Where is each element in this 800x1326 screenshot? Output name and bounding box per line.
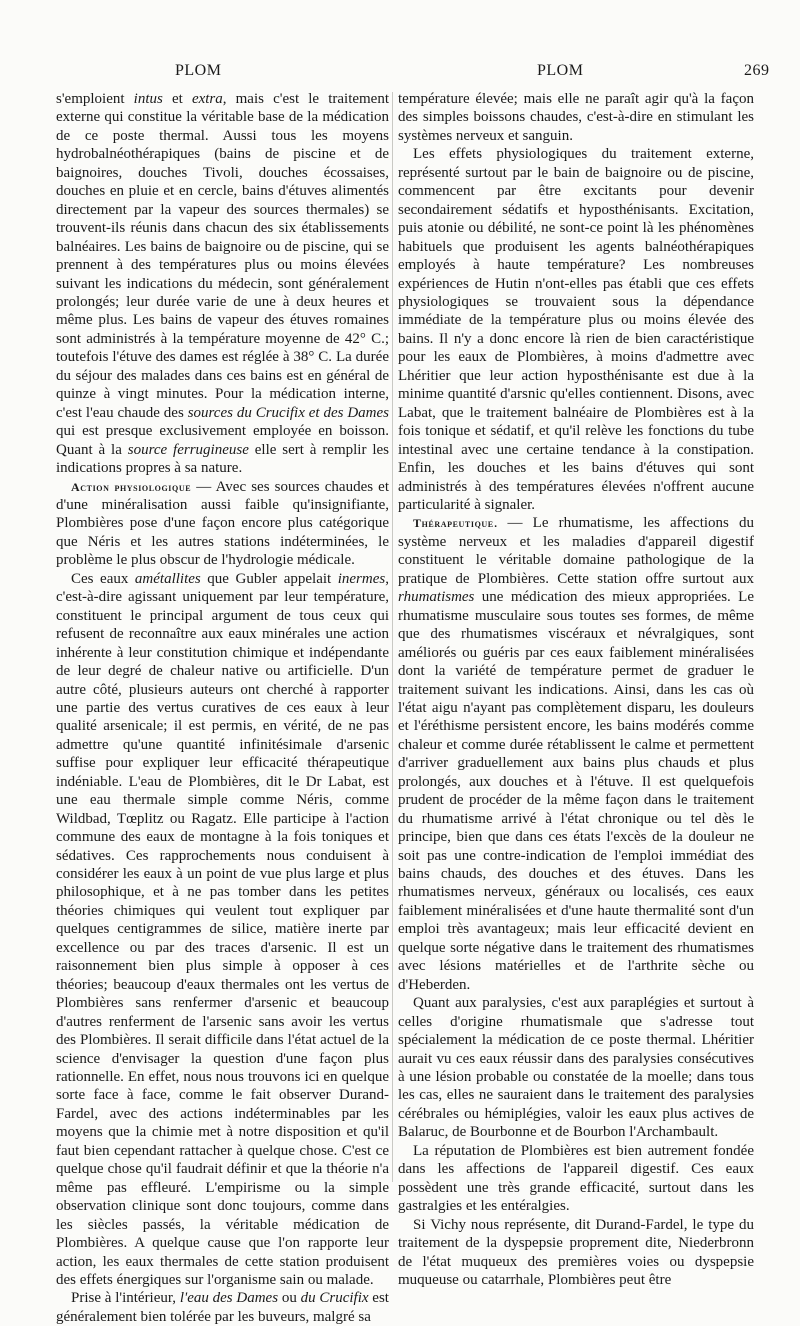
page-number: 269 bbox=[744, 62, 770, 79]
left-column bbox=[56, 90, 389, 1326]
running-head-right: PLOM bbox=[537, 62, 584, 79]
right-column bbox=[398, 90, 754, 1289]
column-divider bbox=[392, 92, 393, 1182]
paragraph: La réputation de Plombières est bien autrement fondée dans les affections de l'appareil digestif. Ces eaux possèdent une très grande efficacité, surtout dans les gastralgies et les entéralgies. bbox=[398, 1142, 754, 1215]
running-head-left: PLOM bbox=[175, 62, 222, 79]
paragraph: température élevée; mais elle ne paraît agir qu'à la façon des simples boissons chaudes, c'est-à-dire en stimulant les systèmes nerveux et sanguin. bbox=[398, 91, 754, 144]
paragraph-therapeutique: Thérapeutique. — Le rhumatisme, les affections du système nerveux et les maladies d'appareil digestif constituent le véritable domaine pathologique de la pratique de Plombières. Cette station offre surtout aux rhumatismes une médication des mieux appropriées. Le rhumatisme musculaire sous toutes ses formes, de même que des rhumatismes viscéraux et névralgiques, sont améliorés ou guéris par ces eaux faiblement minéralisées dont la variété de température permet de graduer le traitement suivant les indications. Ainsi, dans les cas où l'état aigu n'ayant pas complètement disparu, les douleurs et l'éréthisme persistent encore, les bains modérés comme chaleur et comme durée rétablissent le calme et permettent d'arriver graduellement aux bains plus chauds et plus prolongés, aux douches et à l'étuve. Il est quelquefois prudent de procéder de la même façon dans le traitement du rhumatisme arrivé à l'état chronique ou tel dès le principe, bien que dans ces états l'excès de la douleur ne soit pas une contre-indication de l'emploi immédiat des bains chauds, des douches et des étuves. Dans les rhumatismes nerveux, généraux ou localisés, ces eaux faiblement minéralisées et d'une haute thermalité sont d'un emploi très avantageux; mais leur efficacité devient en quelque sorte négative dans le traitement des rhumatismes avec lésions matérielles et de l'arthrite sèche ou d'Heberden. bbox=[398, 515, 754, 993]
section-heading: Action physiologique bbox=[71, 479, 192, 494]
paragraph: s'emploient intus et extra, mais c'est le traitement externe qui constitue la véritable base de la médication de ce poste thermal. Aussi tous les moyens hydrobalnéothérapiques (bains de piscine et de baignoires, douches Tivoli, douches écossaises, douches en pluie et en cercle, bains d'étuves alimentés directement par la vapeur des sources thermales) se trouvent-ils réunis dans chacun des six établissements balnéaires. Les bains de baignoire ou de piscine, qui se prennent à des températures plus ou moins élevées suivant les indications du médecin, sont généralement prolongés; leur durée varie de une à deux heures et même plus. Les bains de vapeur des étuves romaines sont administrés à la température moyenne de 42° C.; toutefois l'étuve des dames est réglée à 38° C. La durée du séjour des malades dans ces bains est en général de quinze à vingt minutes. Pour la médication interne, c'est l'eau chaude des sources du Crucifix et des Dames qui est presque exclusivement employée en boisson. Quant à la source ferrugineuse elle sert à remplir les indications propres à sa nature. bbox=[56, 91, 390, 477]
paragraph: Si Vichy nous représente, dit Durand-Fardel, le type du traitement de la dyspepsie proprement dite, Niederbronn de l'état muqueux des premières voies ou dyspepsie muqueuse ou catarrhale, Plombières peut être bbox=[398, 1216, 754, 1288]
paragraph-action-physiologique: Action physiologique — Avec ses sources chaudes et d'une minéralisation aussi faible qu'insignifiante, Plombières pose d'une façon encore plus catégorique que Néris et les autres stations indéterminées, le problème le plus obscur de l'hydrologie médicale. bbox=[56, 478, 390, 569]
paragraph: Ces eaux amétallites que Gubler appelait inermes, c'est-à-dire agissant uniquement par leur température, constituent le principal argument de tous ceux qui refusent de reconnaître aux eaux minérales une action inhérente à leur constitution chimique et indépendante de leur degré de chaleur native ou artificielle. D'un autre côté, plusieurs auteurs ont cherché à rapporter une partie des vertus curatives de ces eaux à leur qualité arsenicale; il est permis, en vérité, de ne pas admettre qu'une quantité infinitésimale d'arsenic suffise pour expliquer leur efficacité thérapeutique indéniable. L'eau de Plombières, dit le Dr Labat, est une eau thermale simple comme Néris, comme Wildbad, Tœplitz ou Ragatz. Elle participe à l'action commune des eaux de montagne à la fois toniques et sédatives. Ces rapprochements nous conduisent à considérer les eaux à un point de vue plus large et plus philosophique, et à ne pas tomber dans les petites théories chimiques qui veulent tout expliquer par quelques centigrammes de silice, matière inerte par excellence ou par des traces d'arsenic. Il est un raisonnement bien plus simple à opposer à ces théories; beaucoup d'eaux thermales ont les vertus de Plombières sans renfermer d'arsenic et beaucoup d'autres renferment de l'arsenic sans avoir les vertus des Plombières. Il serait difficile dans l'état actuel de la science d'envisager la question d'une façon plus rationnelle. En effet, nous nous trouvons ici en quelque sorte face à face, comme le fait observer Durand-Fardel, avec des actions indéterminables par les moyens que la chimie met à notre disposition et qu'il faut bien cependant rattacher à quelque chose. C'est ce quelque chose qu'il faudrait définir et que la théorie n'a même pas effleuré. L'empirisme ou la simple observation clinique sont donc toujours, comme dans les siècles passés, la véritable médication de Plombières. A quelque cause que l'on rapporte leur action, les eaux thermales de cette station produisent des effets énergiques sur l'organisme sain ou malade. bbox=[56, 570, 389, 1288]
paragraph: Quant aux paralysies, c'est aux paraplégies et surtout à celles d'origine rhumatismale que s'adresse tout spécialement la médication de ce poste thermal. Lhéritier aurait vu ces eaux réussir dans des paralysies consécutives à une lésion probable ou constatée de la moelle; dans tous les cas, elles ne sauraient dans le traitement des paralysies cérébrales ou hémiplégies, valoir les eaux plus actives de Balaruc, de Bourbonne et de Bourbon l'Archambault. bbox=[398, 995, 754, 1141]
paragraph: Les effets physiologiques du traitement externe, représenté surtout par le bain de baignoire ou de piscine, commencent par être excitants pour devenir secondairement sédatifs et hyposthénisants. Excitation, puis atonie ou débilité, ne sont-ce point là les phénomènes habituels que produisent les agents balnéothérapiques employés à haute température? Les nombreuses expériences de Hutin n'ont-elles pas établi que ces effets physiologiques se trouvaient sous la dépendance immédiate de la température plus ou moins élevée des bains. Il n'y a donc encore là rien de bien caractéristique pour les eaux de Plombières, à moins d'admettre avec Lhéritier que leur action hyposthénisante est due à la minime quantité d'arsnic qu'elles contiennent. Disons, avec Labat, que le traitement balnéaire de Plombières est à la fois tonique et sédatif, et qu'il relève les fonctions du tube intestinal avec une certaine tendance à la constipation. Enfin, les douches et les bains d'étuves qui sont administrés à des températures élevées n'offrent aucune particularité à signaler. bbox=[398, 146, 754, 513]
section-heading: Thérapeutique bbox=[413, 516, 494, 531]
paragraph: Prise à l'intérieur, l'eau des Dames ou du Crucifix est généralement bien tolérée par les buveurs, malgré sa bbox=[56, 1290, 389, 1325]
